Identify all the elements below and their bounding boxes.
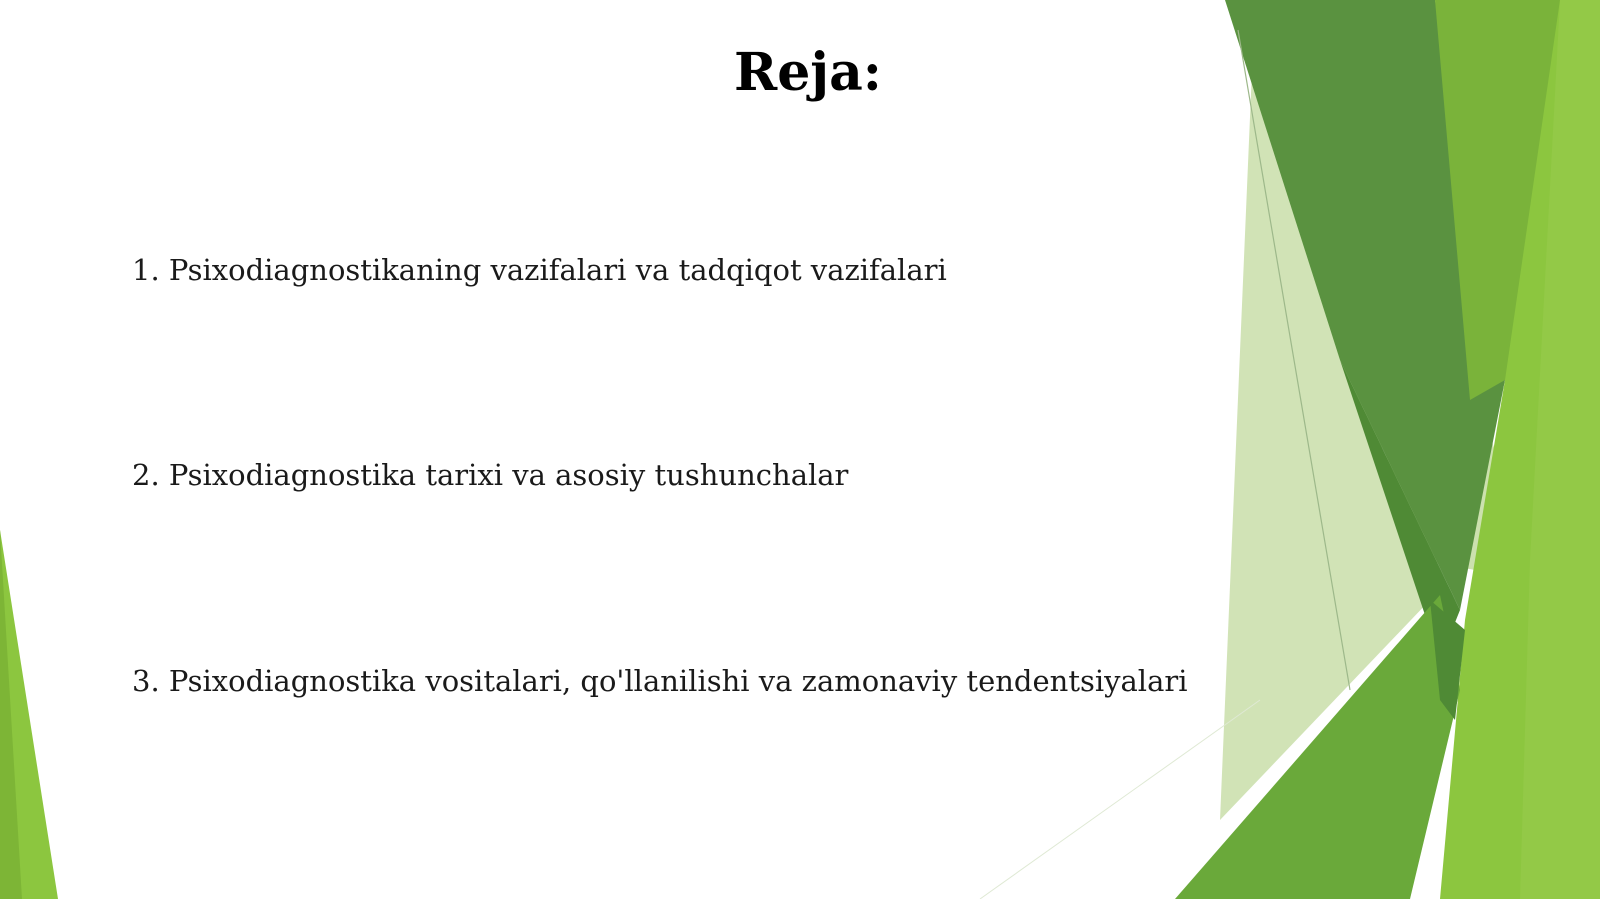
slide-title: Reja: [733, 42, 882, 103]
plan-item-3: 3. Psixodiagnostika vositalari, qo'llanilishi va zamonaviy tendentsiyalari [132, 664, 1188, 698]
plan-item-1: 1. Psixodiagnostikaning vazifalari va tadqiqot vazifalari [132, 253, 947, 287]
plan-item-2: 2. Psixodiagnostika tarixi va asosiy tushunchalar [132, 458, 849, 492]
